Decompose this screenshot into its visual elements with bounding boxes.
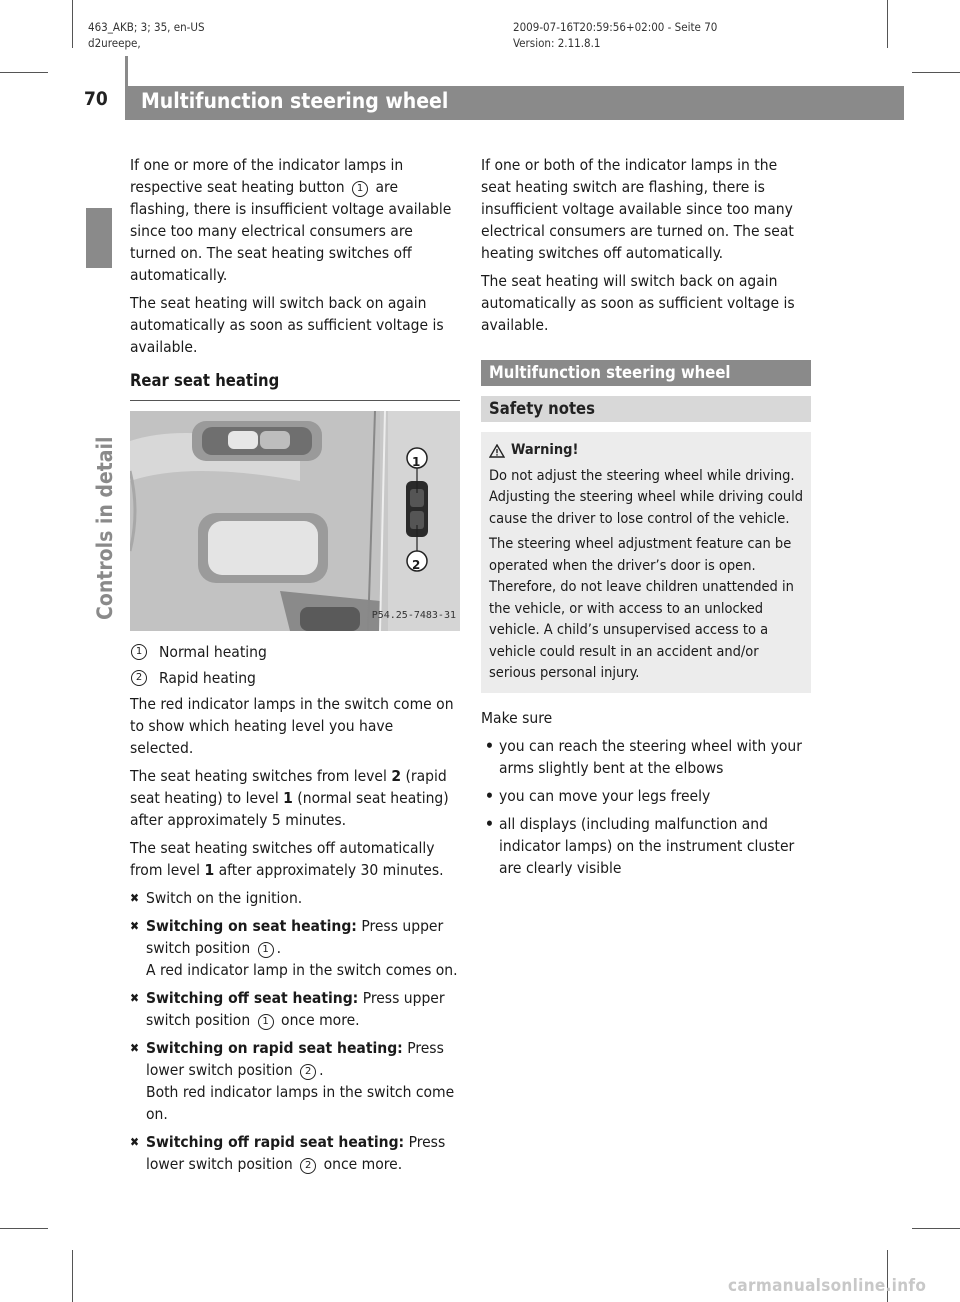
right-column (481, 154, 811, 885)
rear-seat-heating-figure (130, 411, 460, 631)
print-meta-file: 463_AKB; 3; 35, en-US (88, 20, 205, 34)
warning-title: Warning! (511, 442, 579, 458)
step-title: Switching off rapid seat heating: (146, 1133, 405, 1151)
step-text: Press lower switch position (146, 1039, 444, 1079)
step-text: once more. (276, 1011, 360, 1029)
instruction-step (130, 887, 460, 909)
legend-item (130, 641, 460, 663)
crop-mark (0, 72, 48, 73)
page-number: 70 (84, 88, 108, 110)
callout-1-icon: 1 (352, 181, 368, 197)
level-value: 2 (391, 767, 402, 785)
step-text: Press lower switch position (146, 1133, 446, 1173)
paragraph (130, 154, 460, 286)
figure-legend (130, 641, 460, 689)
paragraph: The red indicator lamps in the switch come on to show which heating level you have selected. (130, 695, 454, 757)
level-value: 1 (283, 789, 293, 807)
list-item: • you can reach the steering wheel with your arms slightly bent at the elbows (481, 735, 811, 779)
crop-mark (912, 1228, 960, 1229)
callout-1-icon: 1 (258, 1014, 274, 1030)
section-title-bar: Multifunction steering wheel (481, 360, 811, 386)
step-text: Press upper switch position (146, 989, 445, 1029)
print-meta-date: 2009-07-16T20:59:56+02:00 - Seite 70 (513, 20, 718, 34)
footer-watermark: carmanualsonline.info (728, 1276, 927, 1296)
level-value: 1 (204, 861, 215, 879)
text: (rapid seat heating) to level (130, 767, 447, 807)
warning-triangle-icon (489, 444, 505, 458)
legend-text: Rapid heating (159, 669, 256, 687)
warning-text: The steering wheel adjustment feature can be operated when the driver’s door is open. Therefore, do not leave children unattended in the vehicle, or with access to an unlocked vehicle. A child’s unsupervised access to a vehicle could result in an accident and/or serious personal injury. (489, 536, 794, 681)
instruction-step (130, 915, 460, 981)
left-column (130, 154, 460, 1181)
callout-2-icon: 2 (300, 1158, 316, 1174)
step-text: . (276, 939, 282, 957)
text: after approximately 30 minutes. (214, 861, 444, 879)
warning-header (489, 440, 805, 462)
list-item: • you can move your legs freely (481, 785, 811, 807)
legend-item (130, 667, 460, 689)
step-title: Switching on seat heating: (146, 917, 357, 935)
crop-mark (72, 1250, 73, 1302)
step-title: Switching on rapid seat heating: (146, 1039, 403, 1057)
warning-box (481, 432, 811, 693)
text: If one or more of the indicator lamps in respective seat heating button (130, 156, 404, 196)
callout-2-icon: 2 (300, 1064, 316, 1080)
instruction-step (130, 1131, 460, 1175)
text: The seat heating switches off automatically from level (130, 839, 435, 879)
door-panel-illustration (130, 411, 460, 631)
figure-code: P54.25-7483-31 (371, 610, 456, 621)
step-text: once more. (319, 1155, 403, 1173)
crop-mark (72, 0, 73, 48)
text: (normal seat heating) after approximately 5 minutes. (130, 789, 449, 829)
step-text: Press upper switch position (146, 917, 444, 957)
text: The seat heating switches from level (130, 767, 392, 785)
warning-text: Do not adjust the steering wheel while driving. Adjusting the steering wheel while driving could cause the driver to lose control of the vehicle. (489, 467, 804, 527)
step-title: Switching off seat heating: (146, 989, 359, 1007)
paragraph: If one or both of the indicator lamps in the seat heating switch are flashing, there is insufficient voltage available since too many electrical consumers are turned on. The seat heating switches off automatically. (481, 156, 794, 262)
step-result: A red indicator lamp in the switch comes on. (146, 961, 458, 979)
callout-2-icon: 2 (131, 670, 147, 686)
paragraph (130, 765, 460, 831)
side-tab-block (86, 208, 112, 268)
step-text: . (319, 1061, 324, 1079)
paragraph: The seat heating will switch back on again automatically as soon as sufficient voltage is available. (481, 272, 795, 334)
section-heading-rear-seat-heating: Rear seat heating (130, 371, 280, 390)
crop-mark (887, 0, 888, 48)
print-meta-version: Version: 2.11.8.1 (513, 36, 601, 50)
paragraph (130, 837, 460, 881)
step-text: Switch on the ignition. (146, 889, 303, 907)
instruction-step (130, 987, 460, 1031)
figure-callout-2: 2 (412, 558, 421, 572)
heading-rule (130, 400, 460, 401)
callout-1-icon: 1 (258, 942, 274, 958)
callout-1-icon: 1 (131, 644, 147, 660)
list-item: • all displays (including malfunction and indicator lamps) on the instrument cluster are clearly visible (481, 813, 811, 879)
step-result: Both red indicator lamps in the switch come on. (146, 1083, 455, 1123)
crop-mark (912, 72, 960, 73)
figure-callout-1: 1 (412, 455, 421, 469)
paragraph: The seat heating will switch back on again automatically as soon as sufficient voltage is available. (130, 294, 444, 356)
subsection-title-bar: Safety notes (481, 396, 811, 422)
legend-text: Normal heating (159, 643, 267, 661)
crop-mark (0, 1228, 48, 1229)
side-tab-area (840, 128, 906, 1228)
side-tab-text: Controls in detail (93, 436, 117, 620)
instruction-step (130, 1037, 460, 1125)
print-meta-user: d2ureepe, (88, 36, 141, 50)
text: are flashing, there is insufficient voltage available since too many electrical consumers are turned on. The seat heating switches off automatically. (130, 178, 452, 284)
page-title: Multifunction steering wheel (141, 89, 449, 113)
paragraph: Make sure (481, 708, 553, 727)
